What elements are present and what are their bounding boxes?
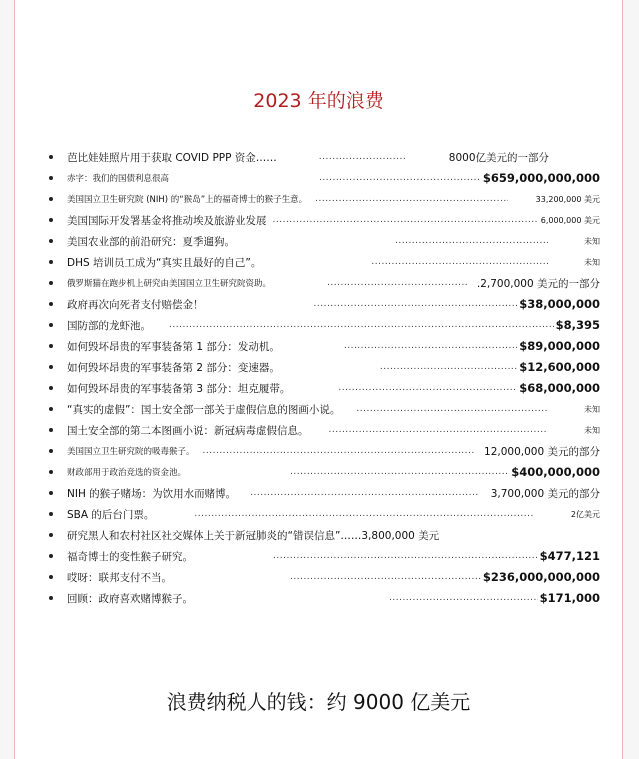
item-value: $12,600,000 xyxy=(519,360,600,374)
bullet-icon xyxy=(49,533,53,537)
list-item xyxy=(15,378,622,398)
item-text: 回顾：政府喜欢赌博猴子。 xyxy=(67,592,193,605)
leader-dots xyxy=(319,147,407,167)
list-item xyxy=(15,525,622,545)
leader-dots xyxy=(250,483,479,503)
list-item xyxy=(15,588,622,608)
bullet-icon xyxy=(49,491,53,495)
leader-dots xyxy=(315,189,508,209)
bullet-icon xyxy=(49,554,53,558)
list-item xyxy=(15,399,622,419)
item-text: 政府再次向死者支付赔偿金！ xyxy=(67,298,204,311)
leader-dots xyxy=(389,588,538,608)
list-item xyxy=(15,462,622,482)
item-text: 财政部用于政治竞选的资金池。 xyxy=(67,468,187,478)
bullet-icon xyxy=(49,281,53,285)
bullet-icon xyxy=(49,239,53,243)
item-value: $400,000,000 xyxy=(511,465,600,479)
item-value: $8,395 xyxy=(555,318,600,332)
bullet-icon xyxy=(49,407,53,411)
item-text: 俄罗斯猫在跑步机上研究由美国国立卫生研究院资助。 xyxy=(67,279,272,289)
list-item xyxy=(15,420,622,440)
leader-dots xyxy=(194,504,533,524)
item-text: 美国农业部的前沿研究：夏季遛狗。 xyxy=(67,235,235,248)
item-text: 赤字：我们的国债利息很高 xyxy=(67,174,170,184)
list-item xyxy=(15,294,622,314)
bullet-icon xyxy=(49,323,53,327)
bullet-icon xyxy=(49,218,53,222)
item-value: 未知 xyxy=(584,425,600,435)
list-item xyxy=(15,336,622,356)
item-value: $171,000 xyxy=(539,591,600,605)
list-item xyxy=(15,252,622,272)
item-value: $477,121 xyxy=(539,549,600,563)
list-item xyxy=(15,315,622,335)
item-value: $68,000,000 xyxy=(519,381,600,395)
list-item xyxy=(15,168,622,188)
item-text: DHS 培训员工成为“真实且最好的自己”。 xyxy=(67,256,262,269)
list-item xyxy=(15,441,622,461)
item-text: SBA 的后台门票。 xyxy=(67,508,155,521)
item-value: 3,700,000 美元的部分 xyxy=(490,487,600,500)
bullet-icon xyxy=(49,176,53,180)
list-item xyxy=(15,147,622,167)
item-value: 未知 xyxy=(584,404,600,414)
bullet-icon xyxy=(49,596,53,600)
leader-dots xyxy=(338,378,517,398)
leader-dots xyxy=(290,462,509,482)
list-item xyxy=(15,504,622,524)
bullet-icon xyxy=(49,575,53,579)
bullet-icon xyxy=(49,512,53,516)
bullet-icon xyxy=(49,428,53,432)
bullet-icon xyxy=(49,302,53,306)
list-item xyxy=(15,483,622,503)
bullet-icon xyxy=(49,344,53,348)
leader-dots xyxy=(327,273,467,293)
bullet-icon xyxy=(49,386,53,390)
leader-dots xyxy=(169,315,554,335)
bullet-icon xyxy=(49,449,53,453)
leader-dots xyxy=(319,168,481,188)
item-text: 美国国际开发署基金将推动埃及旅游业发展 xyxy=(67,214,267,227)
leader-dots xyxy=(356,399,548,419)
leader-dots xyxy=(395,231,548,251)
item-value: 未知 xyxy=(584,257,600,267)
leader-dots xyxy=(344,336,517,356)
leader-dots xyxy=(203,441,475,461)
item-text: 福奇博士的变性猴子研究。 xyxy=(67,550,193,563)
summary-total: 浪费纳税人的钱：约 9000 亿美元 xyxy=(166,690,471,714)
bullet-icon xyxy=(49,260,53,264)
item-value: $38,000,000 xyxy=(519,297,600,311)
item-text: 国防部的龙虾池。 xyxy=(67,319,151,332)
list-item xyxy=(15,567,622,587)
list-item xyxy=(15,210,622,230)
item-value: 12,000,000 美元的部分 xyxy=(484,445,600,458)
item-text: 国土安全部的第二本图画小说：新冠病毒虚假信息。 xyxy=(67,424,309,437)
item-text: NIH 的猴子赌场：为饮用水而赌博。 xyxy=(67,487,237,500)
leader-dots xyxy=(290,567,481,587)
item-text: 如何毁坏昂贵的军事装备第 3 部分：坦克履带。 xyxy=(67,382,291,395)
bullet-icon xyxy=(49,365,53,369)
item-value: 2亿美元 xyxy=(570,509,600,519)
item-text: 如何毁坏昂贵的军事装备第 1 部分：发动机。 xyxy=(67,340,280,353)
leader-dots xyxy=(371,252,548,272)
item-value: 8000亿美元的一部分 xyxy=(448,151,550,164)
leader-dots xyxy=(314,294,518,314)
list-item xyxy=(15,273,622,293)
leader-dots xyxy=(329,420,549,440)
list-item xyxy=(15,357,622,377)
item-value: $659,000,000,000 xyxy=(482,171,600,185)
item-value: 6,000,000 美元 xyxy=(540,215,600,225)
item-value: 未知 xyxy=(584,236,600,246)
list-item xyxy=(15,546,622,566)
page-title: 2023 年的浪费 xyxy=(253,90,384,112)
item-text: 研究黑人和农村社区社交媒体上关于新冠肺炎的“错误信息”……3,800,000 美元 xyxy=(67,529,440,542)
item-text: “真实的虚假”：国土安全部一部关于虚假信息的图画小说。 xyxy=(67,403,341,416)
item-text: 美国国立卫生研究院 (NIH) 的“猴岛”上的福奇博士的猴子生意。 xyxy=(67,195,308,205)
item-value: $236,000,000,000 xyxy=(482,570,600,584)
bullet-icon xyxy=(49,155,53,159)
leader-dots xyxy=(380,357,517,377)
list-item xyxy=(15,231,622,251)
item-value: $89,000,000 xyxy=(519,339,600,353)
bullet-icon xyxy=(49,470,53,474)
document-page xyxy=(14,0,623,759)
item-value: .2,700,000 美元的一部分 xyxy=(476,277,600,290)
leader-dots xyxy=(273,210,539,230)
bullet-icon xyxy=(49,197,53,201)
list-item xyxy=(15,189,622,209)
item-text: 如何毁坏昂贵的军事装备第 2 部分：变速器。 xyxy=(67,361,280,374)
item-text: 芭比娃娃照片用于获取 COVID PPP 资金…… xyxy=(67,151,277,164)
item-text: 哎呀：联邦支付不当。 xyxy=(67,571,172,584)
leader-dots xyxy=(273,546,538,566)
item-text: 美国国立卫生研究院的吸毒猴子。 xyxy=(67,447,195,457)
item-value: 33,200,000 美元 xyxy=(535,194,600,204)
